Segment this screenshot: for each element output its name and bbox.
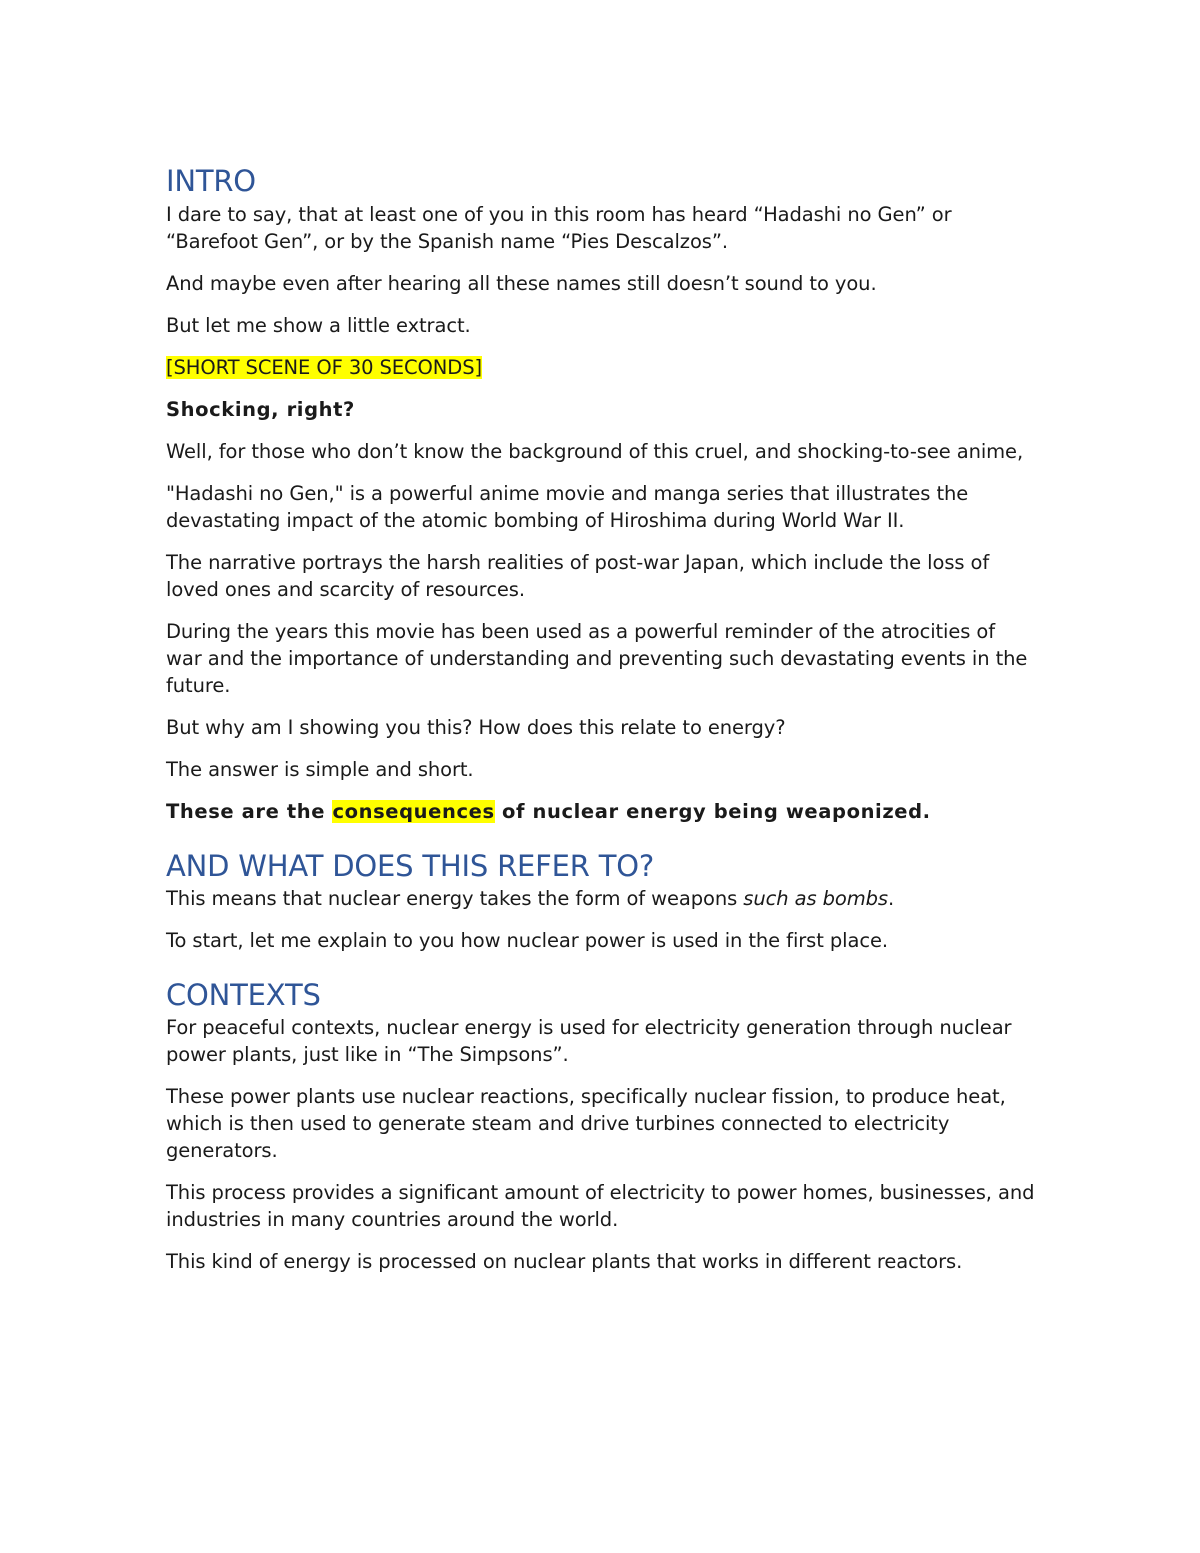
contexts-paragraph-4: This kind of energy is processed on nuclear plants that works in different reactors.: [166, 1250, 963, 1273]
p12-before: These are the: [166, 800, 333, 823]
refer-heading: AND WHAT DOES THIS REFER TO?: [166, 849, 655, 883]
intro-paragraph-5: Shocking, right?: [166, 398, 355, 421]
intro-paragraph-11: The answer is simple and short.: [166, 758, 474, 781]
intro-paragraph-10: But why am I showing you this? How does this relate to energy?: [166, 716, 786, 739]
refer-paragraph-1: [166, 885, 1036, 912]
consequences-highlight: consequences: [332, 800, 495, 823]
intro-paragraph-1: I dare to say, that at least one of you in this room has heard “Hadashi no Gen” or “Barefoot Gen”, or by the Spanish name “Pies Descalzos”.: [166, 203, 952, 253]
p12-after: of nuclear energy being weaponized.: [494, 800, 931, 823]
intro-paragraph-7: "Hadashi no Gen," is a powerful anime movie and manga series that illustrates the devastating impact of the atomic bombing of Hiroshima during World War II.: [166, 482, 969, 532]
document-page: [166, 164, 1036, 1290]
contexts-paragraph-2: These power plants use nuclear reactions, specifically nuclear fission, to produce heat, which is then used to generate steam and drive turbines connected to electricity generators.: [166, 1085, 1006, 1162]
refer-p1-after: .: [887, 887, 895, 910]
refer-paragraph-2: To start, let me explain to you how nuclear power is used in the first place.: [166, 929, 888, 952]
intro-paragraph-6: Well, for those who don’t know the background of this cruel, and shocking-to-see anime,: [166, 440, 1024, 463]
intro-paragraph-4: [166, 354, 1036, 381]
intro-paragraph-3: But let me show a little extract.: [166, 314, 471, 337]
intro-heading: INTRO: [166, 164, 256, 198]
contexts-paragraph-3: This process provides a significant amount of electricity to power homes, businesses, and industries in many countries around the world.: [166, 1181, 1035, 1231]
short-scene-highlight: [SHORT SCENE OF 30 SECONDS]: [166, 356, 482, 379]
intro-paragraph-2: And maybe even after hearing all these names still doesn’t sound to you.: [166, 272, 877, 295]
refer-p1-before: This means that nuclear energy takes the form of weapons: [166, 887, 744, 910]
intro-paragraph-8: The narrative portrays the harsh realities of post-war Japan, which include the loss of loved ones and scarcity of resources.: [166, 551, 990, 601]
contexts-paragraph-1: For peaceful contexts, nuclear energy is used for electricity generation through nuclear power plants, just like in “The Simpsons”.: [166, 1016, 1012, 1066]
refer-p1-italic: such as bombs: [743, 887, 888, 910]
contexts-heading: CONTEXTS: [166, 978, 321, 1012]
intro-paragraph-12: [166, 798, 1036, 825]
intro-paragraph-9: During the years this movie has been used as a powerful reminder of the atrocities of war and the importance of understanding and preventing such devastating events in the future.: [166, 620, 1028, 697]
